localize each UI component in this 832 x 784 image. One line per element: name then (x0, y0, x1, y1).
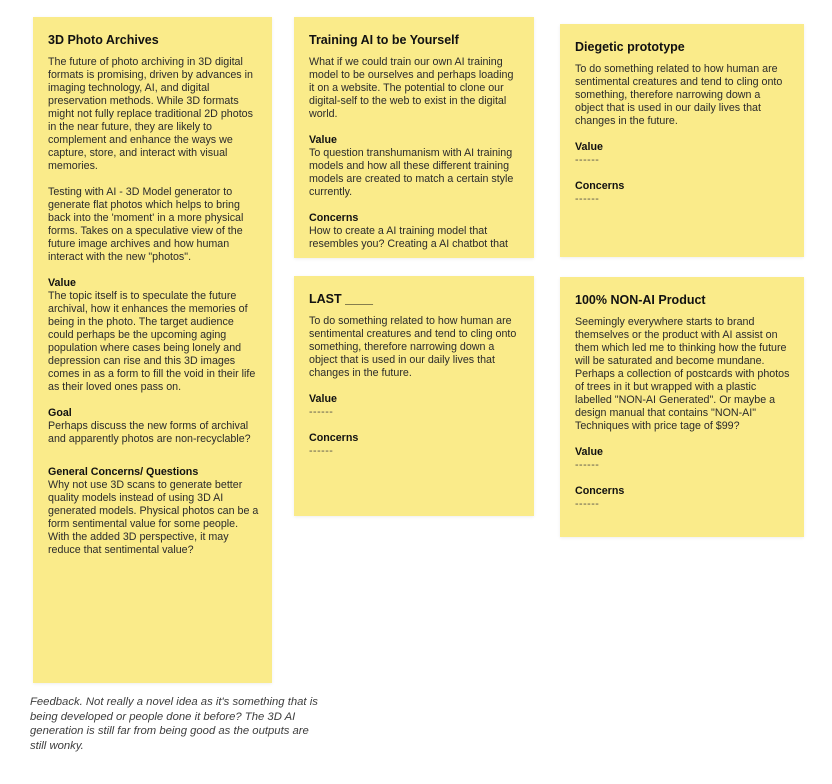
note-section-heading: Value (575, 446, 603, 458)
sticky-note-training-ai[interactable] (294, 17, 534, 258)
sticky-note-3d-photo-archives[interactable] (33, 17, 272, 683)
note-paragraph: Perhaps discuss the new forms of archival and apparently photos are non-recyclable? (48, 420, 251, 445)
note-paragraph: Testing with AI - 3D Model generator to generate flat photos which helps to bring back into the 'moment' in a more physical forms. Takes on a speculative view of the future image archives and how human interact with the new "photos". (48, 186, 244, 263)
note-paragraph: To question transhumanism with AI training models and how all these different training models are created to match a certain style currently. (309, 147, 514, 198)
note-title: 3D Photo Archives (48, 33, 159, 47)
note-paragraph: Seemingly everywhere starts to brand themselves or the product with AI assist on them which led me to thinking how the future will be saturated and become mundane. Perhaps a collection of postcards with photos of trees in it but wrapped with a plastic labelled "NON-AI Generated". Or maybe a design manual that contains "NON-AI" Techniques with price tage of $99? (575, 316, 790, 432)
note-title: 100% NON-AI Product (575, 293, 706, 307)
placeholder-dashes: ------ (575, 193, 600, 205)
note-section-heading: Concerns (575, 485, 625, 497)
note-section-heading: Concerns (309, 212, 359, 224)
note-section-heading: Value (575, 141, 603, 153)
placeholder-dashes: ------ (575, 498, 600, 510)
note-section-heading: Goal (48, 407, 72, 419)
note-paragraph: The future of photo archiving in 3D digital formats is promising, driven by advances in imaging technology, AI, and digital preservation methods. While 3D formats might not fully replace traditional 2D photos in the near future, they are likely to complement and enhance the ways we capture, store, and interact with visual memories. (48, 56, 253, 172)
placeholder-dashes: ------ (309, 445, 334, 457)
sticky-note-non-ai-product[interactable] (560, 277, 804, 537)
note-paragraph: The topic itself is to speculate the future archival, how it enhances the memories of being in the photo. The target audience could perhaps be the upcoming aging population where cases being lonely and depression can rise and this 3D images comes in as a form to fill the void in their life as their loved ones pass on. (48, 290, 256, 393)
placeholder-dashes: ------ (575, 154, 600, 166)
placeholder-dashes: ------ (575, 459, 600, 471)
sticky-note-diegetic-prototype[interactable] (560, 24, 804, 257)
note-title: Diegetic prototype (575, 40, 685, 54)
note-section-heading: Value (48, 277, 76, 289)
note-paragraph: To do something related to how human are sentimental creatures and tend to cling onto something, therefore narrowing down a object that is used in our daily lives that changes in the future. (575, 63, 783, 127)
placeholder-dashes: ------ (309, 406, 334, 418)
note-paragraph: To do something related to how human are sentimental creatures and tend to cling onto something, therefore narrowing down a object that is used in our daily lives that changes in the future. (309, 315, 517, 379)
sticky-note-last[interactable] (294, 276, 534, 516)
feedback-text[interactable]: Feedback. Not really a novel idea as it's something that is being developed or people done it before? The 3D AI generation is still far from being good as the outputs are still wonky. (30, 696, 318, 752)
note-title: LAST ____ (309, 292, 373, 306)
note-paragraph: How to create a AI training model that resembles you? Creating a AI chatbot that (309, 225, 509, 250)
note-paragraph: Why not use 3D scans to generate better quality models instead of using 3D AI generated models. Physical photos can be a form sentimental value for some people. With the added 3D perspective, it may reduce that sentimental value? (48, 479, 259, 556)
note-section-heading: Value (309, 393, 337, 405)
note-section-heading: Concerns (575, 180, 625, 192)
note-section-heading: Value (309, 134, 337, 146)
note-section-heading: General Concerns/ Questions (48, 466, 199, 478)
note-section-heading: Concerns (309, 432, 359, 444)
note-paragraph: What if we could train our own AI training model to be ourselves and perhaps loading it on a website. The potential to clone our digital-self to the web to exist in the digital world. (309, 56, 514, 120)
note-title: Training AI to be Yourself (309, 33, 459, 47)
